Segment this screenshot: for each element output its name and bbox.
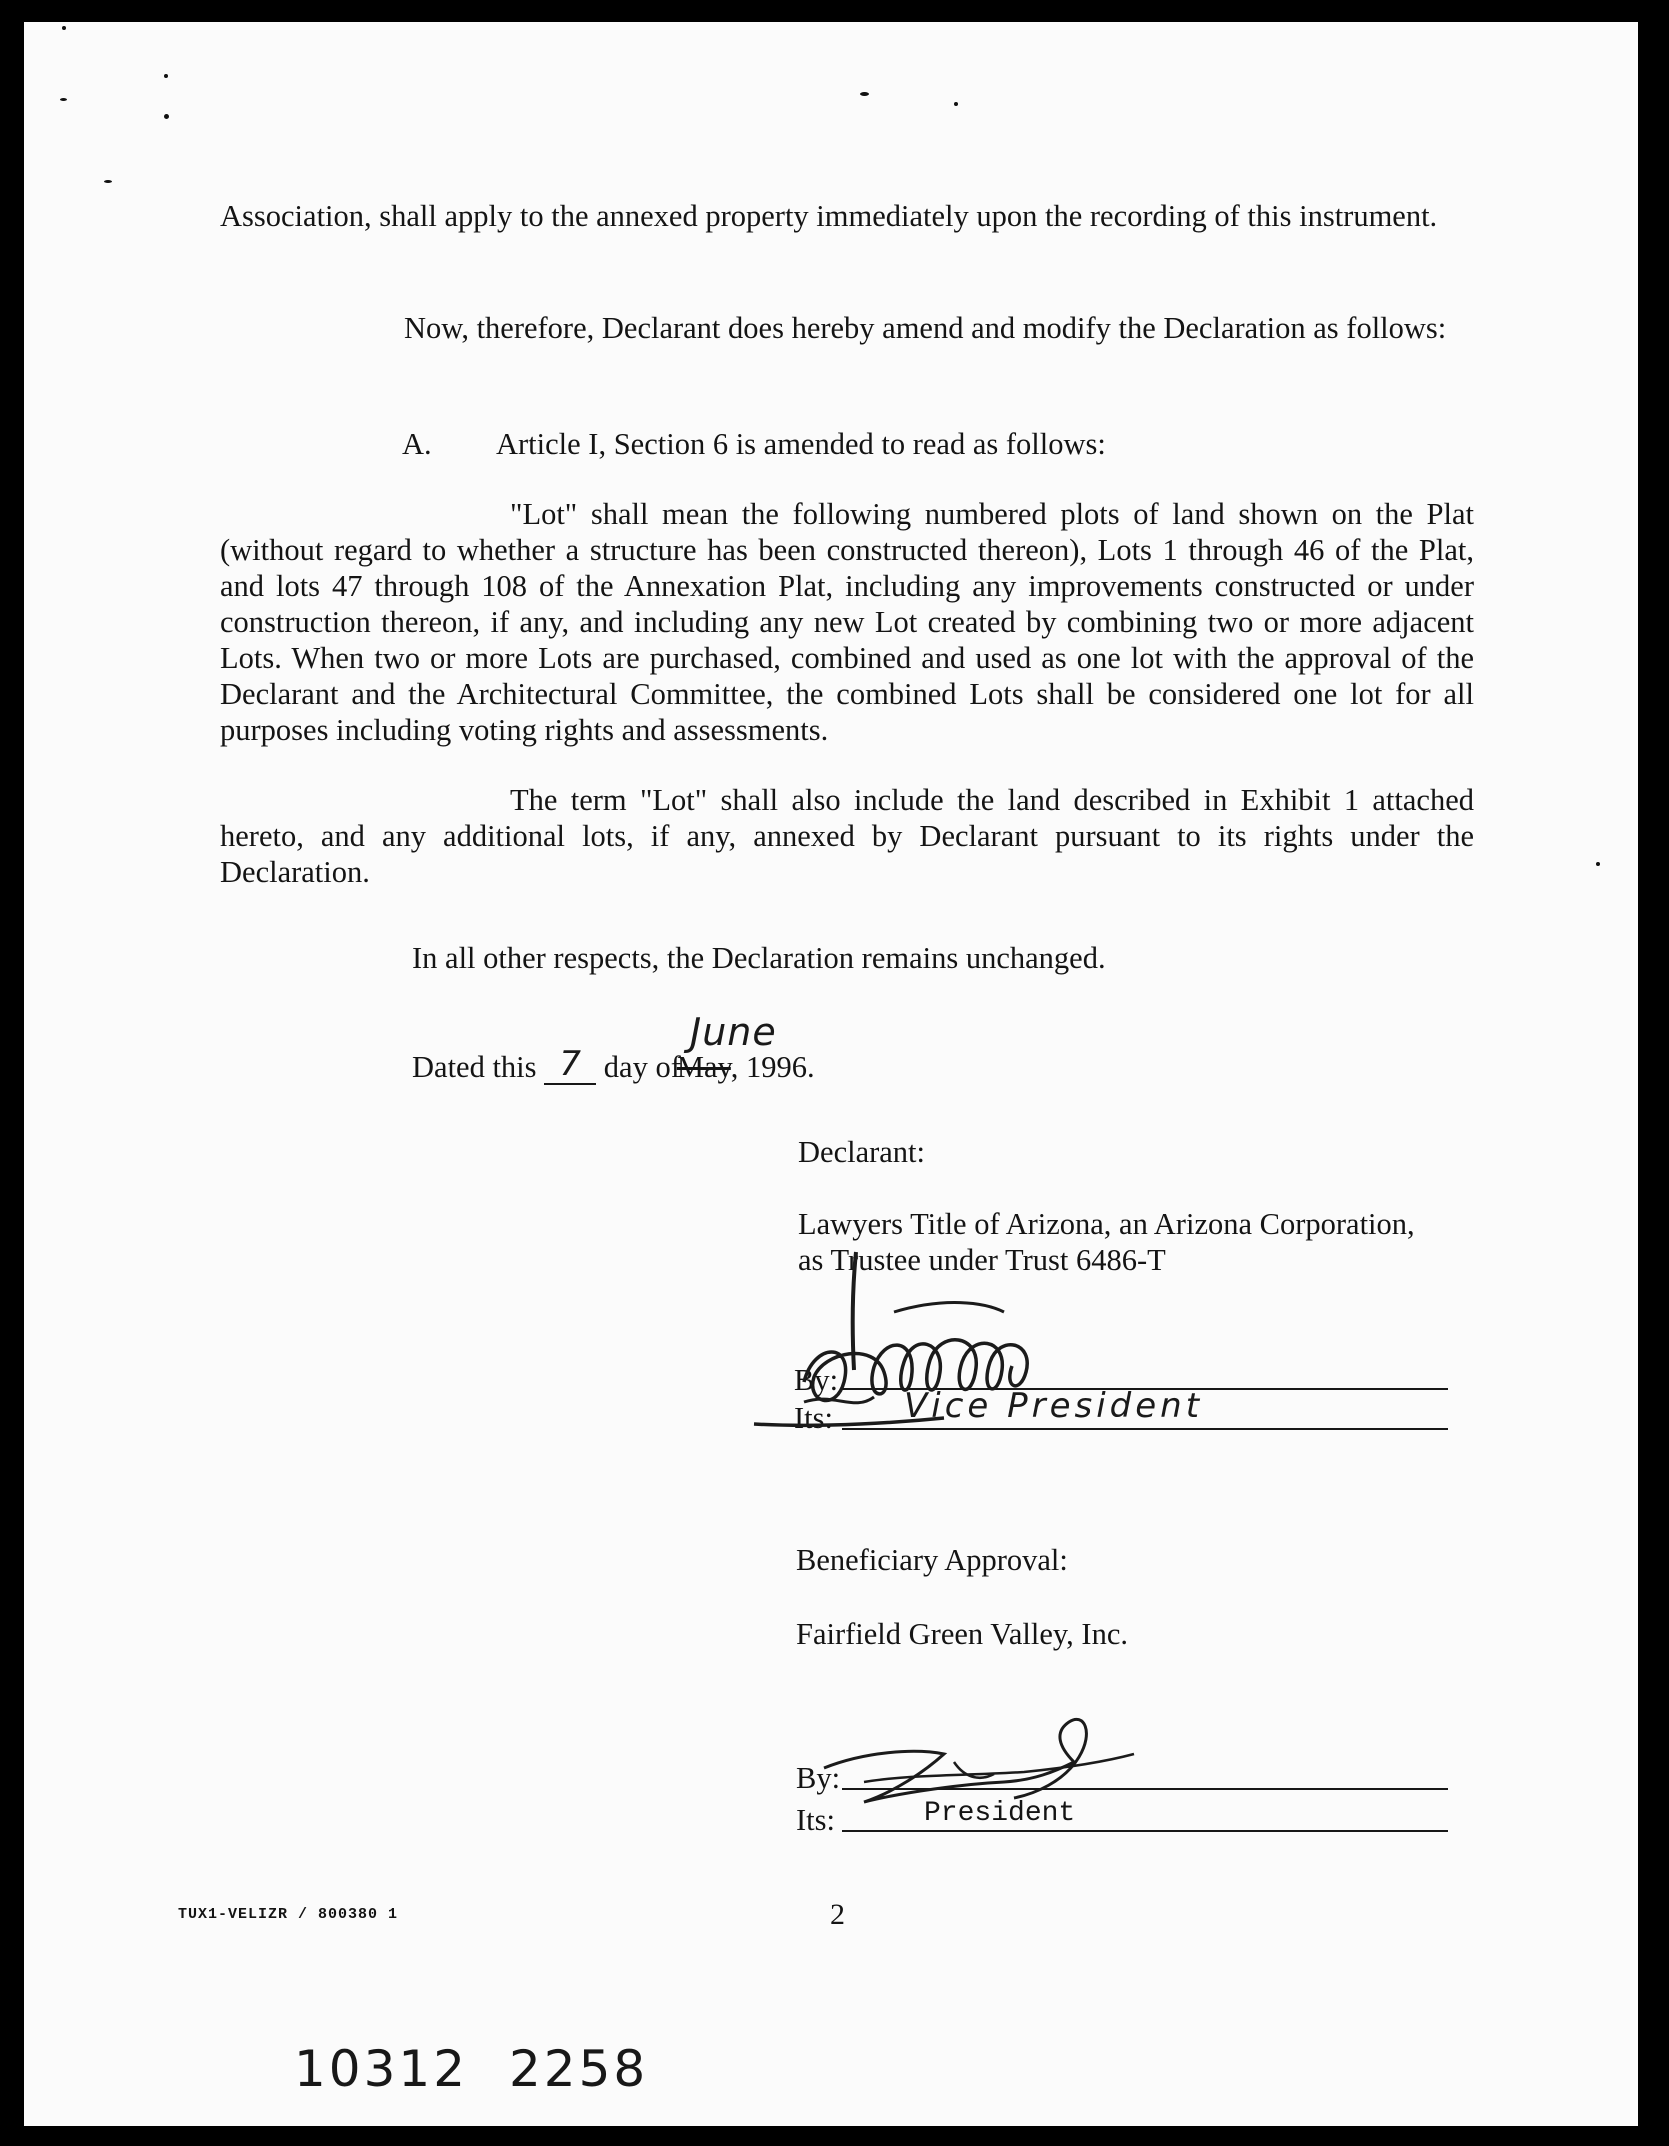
beneficiary-signature [804, 1702, 1144, 1822]
footer-code: TUX1-VELIZR / 800380 1 [178, 1906, 399, 1923]
scan-speck [1596, 862, 1600, 866]
declarant-entity-line1: Lawyers Title of Arizona, an Arizona Corporation, [798, 1207, 1415, 1241]
declarant-signature [744, 1242, 1204, 1442]
beneficiary-by-label: By: [796, 1761, 841, 1795]
page-number: 2 [830, 1898, 845, 1931]
scan-speck [164, 74, 168, 78]
document-number: 10312 2258 [294, 2040, 649, 2098]
beneficiary-its-value: President [924, 1798, 1076, 1829]
opening-paragraph: Association, shall apply to the annexed property immediately upon the recording of this instrument. [220, 199, 1438, 233]
beneficiary-entity: Fairfield Green Valley, Inc. [796, 1617, 1128, 1651]
dated-day-handwritten: 7 [559, 1044, 581, 1084]
section-letter: A. [402, 427, 432, 461]
declarant-its-label: Its: [794, 1401, 833, 1435]
scan-speck [60, 98, 67, 101]
scan-speck [860, 92, 869, 96]
declarant-label: Declarant: [798, 1135, 926, 1169]
lot-definition-paragraph [220, 496, 1474, 748]
lot-term-paragraph [220, 782, 1474, 890]
declarant-entity-line2: as Trustee under Trust 6486-T [798, 1243, 1166, 1277]
dated-day-blank [544, 1046, 596, 1085]
scan-speck [954, 102, 958, 106]
beneficiary-label: Beneficiary Approval: [796, 1543, 1068, 1577]
dated-year: , 1996. [730, 1050, 815, 1084]
dated-prefix: Dated this [412, 1050, 537, 1084]
lot-definition-text: "Lot" shall mean the following numbered plots of land shown on the Plat (without regard to whether a structure has been constructed thereon), Lots 1 through 46 of the Plat, and lots 47 through 108 of the Annexation Plat, including any improvements constructed or under construction thereon, if any, and including any new Lot created by combining two or more adjacent Lots. When two or more Lots are purchased, combined and used as one lot with the approval of the Declarant and the Architectural Committee, the combined Lots shall be considered one lot for all purposes including voting rights and assessments. [220, 497, 1474, 747]
declarant-its-handwritten: Vice President [904, 1386, 1204, 1426]
dated-month-struck: May [676, 1050, 731, 1084]
now-therefore-paragraph [220, 310, 1474, 346]
scan-speck [164, 114, 169, 119]
scan-speck [104, 180, 112, 183]
beneficiary-its-line [842, 1830, 1448, 1832]
declarant-by-label: By: [794, 1363, 839, 1397]
scan-speck [62, 26, 66, 30]
beneficiary-its-label: Its: [796, 1803, 835, 1837]
section-heading: Article I, Section 6 is amended to read as follows: [496, 427, 1106, 461]
now-therefore-text: Now, therefore, Declarant does hereby amend and modify the Declaration as follows: [404, 311, 1447, 345]
closing-statement: In all other respects, the Declaration remains unchanged. [412, 941, 1106, 975]
lot-term-text: The term "Lot" shall also include the land described in Exhibit 1 attached hereto, and any additional lots, if any, annexed by Declarant pursuant to its rights under the Declaration. [220, 783, 1474, 889]
dated-month-handwritten: June [690, 1010, 777, 1054]
dated-middle: day of [603, 1050, 681, 1084]
document-page [24, 22, 1638, 2126]
